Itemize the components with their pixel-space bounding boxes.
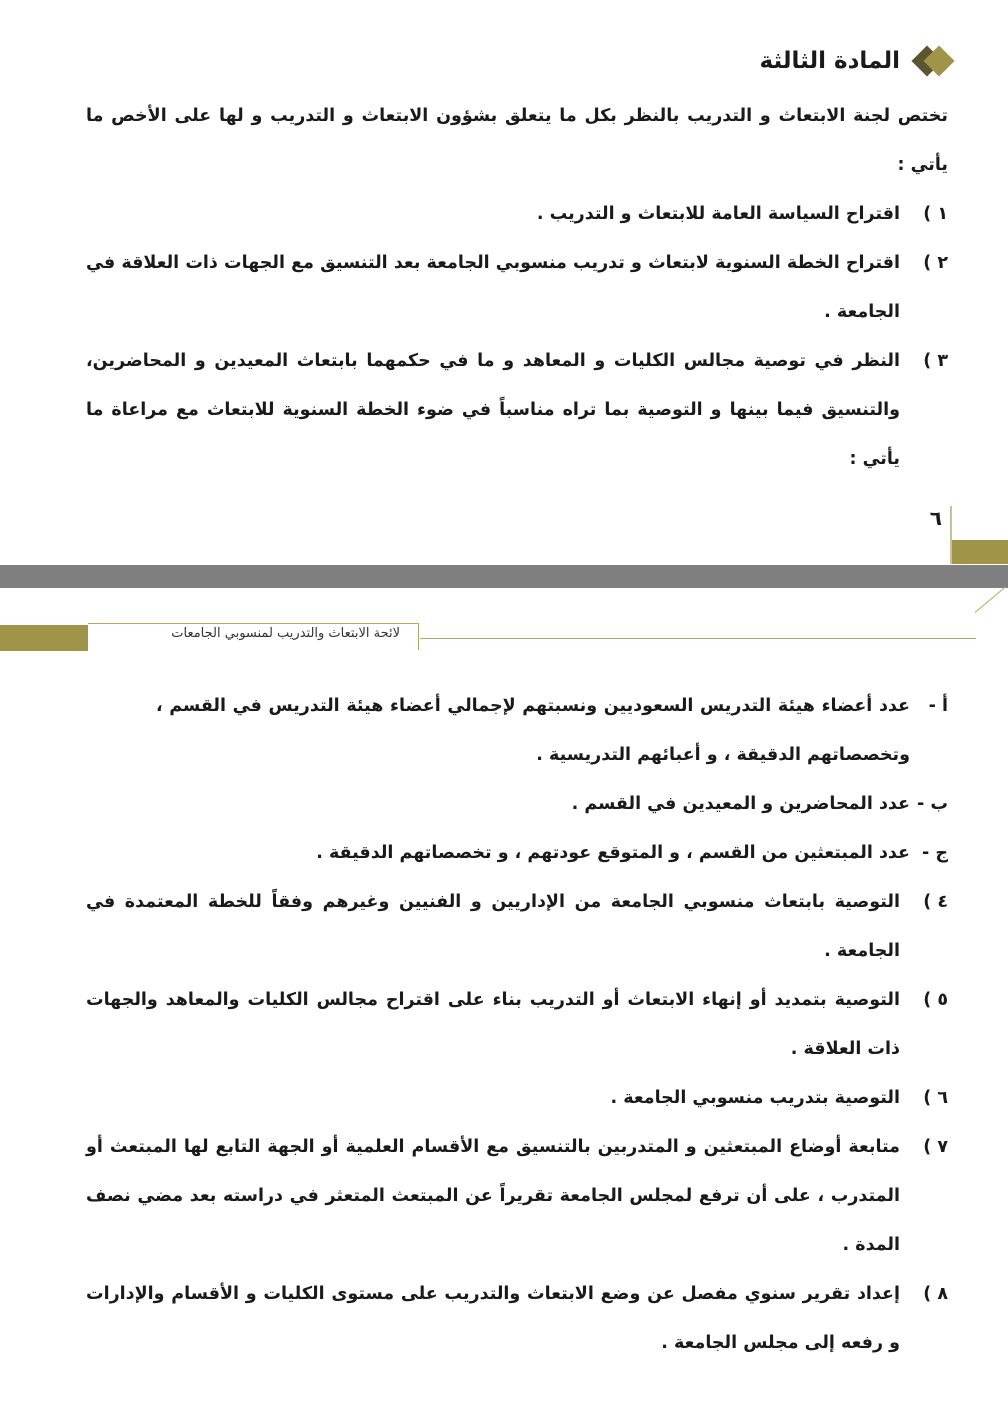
list-item — [86, 1270, 948, 1368]
item-number: ٥ ) — [923, 990, 948, 1010]
item-text: التوصية بابتعاث منسوبي الجامعة من الإداريين و الفنيين وغيرهم وفقاً للخطة المعتمدة في الجامعة . — [86, 892, 900, 961]
article-heading — [760, 44, 952, 78]
sub-list — [86, 682, 948, 878]
sub-item-text: عدد المبتعثين من القسم ، و المتوقع عودتهم ، و تخصصاتهم الدقيقة . — [316, 843, 910, 863]
list-item — [86, 337, 948, 484]
item-number: ٤ ) — [923, 892, 948, 912]
sub-list-item — [86, 682, 948, 780]
item-text: إعداد تقرير سنوي مفصل عن وضع الابتعاث والتدريب على مستوى الكليات و الأقسام والإدارات و رفعه إلى مجلس الجامعة . — [86, 1284, 900, 1353]
article-body-continued — [86, 682, 948, 1368]
running-header-title: لائحة الابتعاث والتدريب لمنسوبي الجامعات — [171, 626, 400, 641]
item-number: ٢ ) — [923, 253, 948, 273]
page-lower — [0, 588, 1008, 1412]
list-item — [86, 1074, 948, 1123]
sub-item-text: عدد أعضاء هيئة التدريس السعوديين ونسبتهم لإجمالي أعضاء هيئة التدريس في القسم ، وتخصصاتهم الدقيقة ، و أعبائهم التدريسية . — [156, 696, 910, 765]
footer-gold-block — [952, 540, 1008, 564]
sub-item-label: ب - — [917, 794, 948, 814]
item-text: النظر في توصية مجالس الكليات و المعاهد و ما في حكمهما بابتعاث المعيدين و المحاضرين، والتنسيق فيما بينها و التوصية بما تراه مناسباً في ضوء الخطة السنوية للابتعاث مع مراعاة ما يأتي : — [86, 351, 900, 469]
header-gold-block — [0, 625, 88, 651]
header-diagonal-rule — [975, 586, 1006, 612]
intro-paragraph: تختص لجنة الابتعاث و التدريب بالنظر بكل ما يتعلق بشؤون الابتعاث و التدريب و لها على الأخص ما يأتي : — [86, 106, 948, 175]
diamond-bullet-icon — [910, 44, 952, 78]
sub-item-label: أ - — [928, 696, 948, 716]
item-number: ٣ ) — [923, 351, 948, 371]
item-number: ٨ ) — [923, 1284, 948, 1304]
article-body — [86, 92, 948, 484]
item-text: متابعة أوضاع المبتعثين و المتدربين بالتنسيق مع الأقسام العلمية أو الجهة التابع لها المبتعث أو المتدرب ، على أن ترفع لمجلس الجامعة تقريراً عن المبتعث المتعثر في دراسته بعد مضي نصف المدة . — [86, 1137, 900, 1255]
item-text: التوصية بتمديد أو إنهاء الابتعاث أو التدريب بناء على اقتراح مجالس الكليات والمعاهد والجهات ذات العلاقة . — [86, 990, 900, 1059]
item-number: ٦ ) — [923, 1088, 948, 1108]
sub-list-item — [86, 780, 948, 829]
list-item — [86, 976, 948, 1074]
item-text: اقتراح السياسة العامة للابتعاث و التدريب . — [536, 204, 900, 224]
item-number: ١ ) — [923, 204, 948, 224]
item-text: التوصية بتدريب منسوبي الجامعة . — [610, 1088, 900, 1108]
page-number: ٦ — [929, 506, 942, 530]
list-item — [86, 239, 948, 337]
item-text: اقتراح الخطة السنوية لابتعاث و تدريب منسوبي الجامعة بعد التنسيق مع الجهات ذات العلاقة في الجامعة . — [86, 253, 900, 322]
header-rule — [420, 638, 976, 639]
list-item — [86, 878, 948, 976]
page-upper — [0, 0, 1008, 560]
list-item — [86, 190, 948, 239]
sub-item-label: ج - — [922, 843, 948, 863]
article-title: المادة الثالثة — [759, 48, 900, 74]
item-number: ٧ ) — [923, 1137, 948, 1157]
sub-item-text: عدد المحاضرين و المعيدين في القسم . — [571, 794, 910, 814]
list-item — [86, 1123, 948, 1270]
page-separator — [0, 565, 1008, 588]
sub-list-item — [86, 829, 948, 878]
